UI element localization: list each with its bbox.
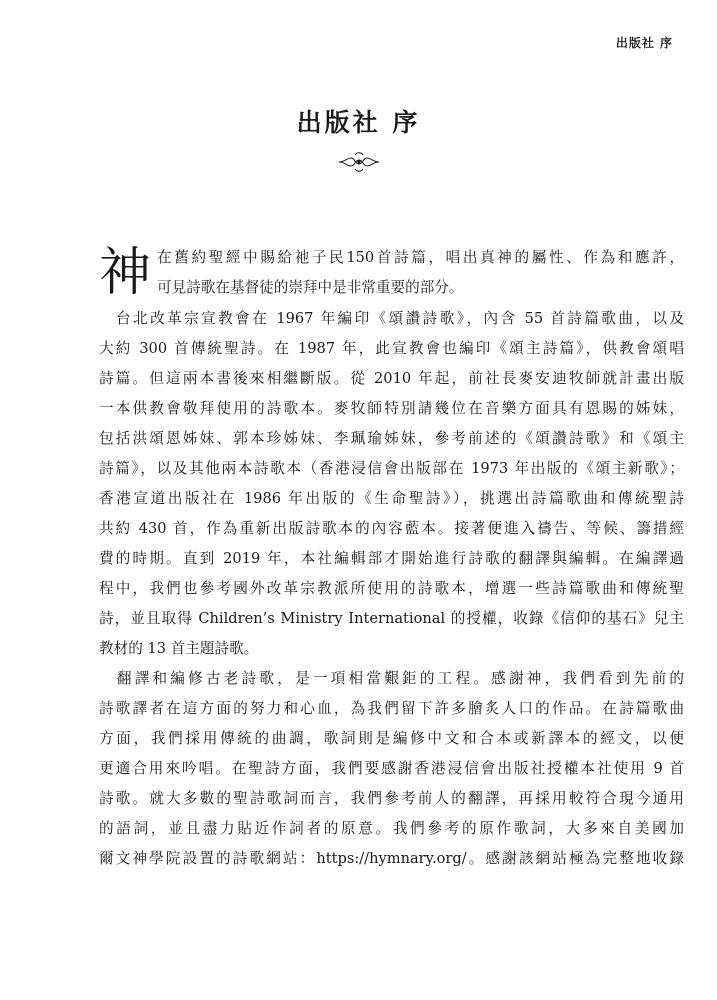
text-line: 香港宣道出版社在 1986 年出版的《生命聖詩》），挑選出詩篇歌曲和傳統聖詩: [99, 490, 684, 507]
text-line: 可見詩歌在基督徒的崇拜中是非常重要的部分。: [157, 279, 464, 296]
paragraph: [99, 664, 684, 874]
text-line: 更適合用來吟唱。在聖詩方面，我們要感謝香港浸信會出版社授權本社使用 9 首: [99, 760, 684, 777]
running-header: 出版社 序: [615, 36, 673, 50]
text-line: 共約 430 首，作為重新出版詩歌本的內容藍本。接著便進入禱告、等候、籌措經: [99, 520, 684, 537]
text-line: 詩，並且取得 Children’s Ministry International 的授權，收錄《信仰的基石》兒主: [99, 610, 684, 627]
lead-paragraph: [99, 243, 684, 304]
text-line: 在舊約聖經中賜給祂子民150首詩篇，唱出真神的屬性、作為和應許，: [157, 249, 684, 266]
text-line: 包括洪頌恩姊妹、郭本珍姊妹、李珮瑜姊妹，參考前述的《頌讚詩歌》和《頌主: [99, 430, 684, 447]
text-line: 爾文神學院設置的詩歌網站：https://hymnary.org/。感謝該網站極為完整地收錄: [99, 850, 684, 867]
text-line: 方面，我們採用傳統的曲調，歌詞則是編修中文和合本或新譯本的經文，以便: [99, 730, 684, 747]
text-line: 的語詞，並且盡力貼近作詞者的原意。我們參考的原作歌詞，大多來自美國加: [99, 820, 684, 837]
text-line: 程中，我們也參考國外改革宗教派所使用的詩歌本，增選一些詩篇歌曲和傳統聖: [99, 580, 684, 597]
text-line: 詩歌。就大多數的聖詩歌詞而言，我們參考前人的翻譯，再採用較符合現今通用: [99, 790, 684, 807]
text-line: 詩歌譯者在這方面的努力和心血，為我們留下許多膾炙人口的作品。在詩篇歌曲: [99, 700, 684, 717]
text-line: 詩篇》，以及其他兩本詩歌本（香港浸信會出版部在 1973 年出版的《頌主新歌》；: [99, 460, 684, 477]
body-text: [99, 243, 684, 874]
text-line: 一本供教會敬拜使用的詩歌本。麥牧師特別請幾位在音樂方面具有恩賜的姊妹，: [99, 400, 684, 417]
text-line: 大約 300 首傳統聖詩。在 1987 年，此宣教會也編印《頌主詩篇》，供教會頌唱: [99, 340, 684, 357]
text-line: 費的時期。直到 2019 年，本社編輯部才開始進行詩歌的翻譯與編輯。在編譯過: [99, 550, 684, 567]
fleuron-ornament-icon: [337, 150, 381, 174]
drop-cap: 神: [99, 243, 152, 303]
page-title: 出版社 序: [296, 108, 421, 137]
text-line: 詩篇。但這兩本書後來相繼斷版。從 2010 年起，前社長麥安迪牧師就計畫出版: [99, 370, 684, 387]
text-line: 台北改革宗宣教會在 1967 年編印《頌讚詩歌》，內含 55 首詩篇歌曲，以及: [99, 310, 684, 327]
paragraph: [99, 304, 684, 664]
text-line: 翻譯和編修古老詩歌，是一項相當艱鉅的工程。感謝神，我們看到先前的: [99, 670, 684, 687]
text-line: 教材的 13 首主題詩歌。: [99, 640, 259, 657]
